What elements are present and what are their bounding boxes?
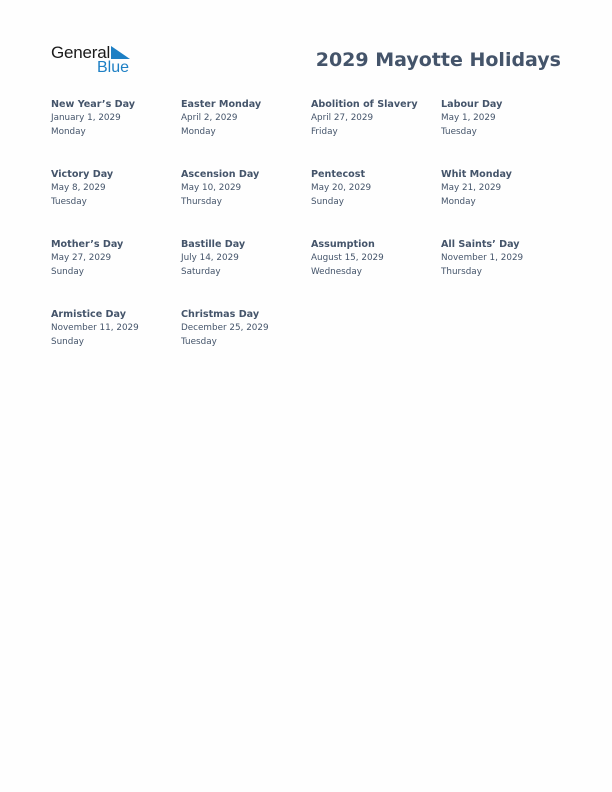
holiday-name: Whit Monday — [441, 169, 512, 180]
holiday-weekday: Tuesday — [181, 336, 217, 347]
holiday-item — [181, 98, 309, 139]
holiday-item — [181, 168, 309, 209]
holiday-name: Armistice Day — [51, 309, 126, 320]
holiday-weekday: Sunday — [51, 336, 84, 347]
holiday-item — [51, 238, 179, 279]
holiday-date: July 14, 2029 — [181, 253, 239, 263]
holiday-date: April 2, 2029 — [181, 113, 238, 123]
brand-triangle-icon — [111, 46, 130, 60]
holiday-name: Pentecost — [311, 169, 366, 180]
holiday-weekday: Monday — [181, 126, 216, 137]
holiday-date: May 10, 2029 — [181, 183, 242, 193]
holiday-weekday: Friday — [311, 126, 338, 137]
holiday-date: December 25, 2029 — [181, 323, 269, 333]
holiday-weekday: Sunday — [311, 196, 344, 207]
holiday-weekday: Sunday — [51, 266, 84, 277]
holiday-date: May 1, 2029 — [441, 113, 496, 123]
holiday-weekday: Thursday — [181, 196, 222, 207]
holiday-name: Assumption — [311, 239, 375, 250]
holiday-name: Easter Monday — [181, 99, 262, 110]
holiday-item — [311, 168, 439, 209]
holiday-name: New Year’s Day — [51, 99, 136, 110]
holiday-item — [441, 238, 569, 279]
holiday-date: August 15, 2029 — [311, 253, 384, 263]
holiday-name: Bastille Day — [181, 239, 246, 250]
holiday-item — [311, 238, 439, 279]
holiday-weekday: Monday — [51, 126, 86, 137]
brand-logo-text-blue: Blue — [97, 59, 130, 76]
holiday-name: Ascension Day — [181, 169, 260, 180]
brand-logo-text-general: General — [51, 43, 111, 62]
holiday-item — [51, 308, 179, 349]
holiday-name: All Saints’ Day — [441, 239, 520, 250]
brand-logo — [51, 44, 133, 78]
holiday-name: Christmas Day — [181, 309, 260, 320]
holiday-weekday: Saturday — [181, 266, 221, 277]
holiday-name: Mother’s Day — [51, 239, 124, 250]
holiday-item — [181, 308, 309, 349]
holiday-name: Victory Day — [51, 169, 114, 180]
holiday-weekday: Thursday — [441, 266, 482, 277]
holiday-item — [441, 168, 569, 209]
holiday-name: Labour Day — [441, 99, 503, 110]
holiday-date: April 27, 2029 — [311, 113, 374, 123]
holiday-item — [441, 98, 569, 139]
holiday-item — [181, 238, 309, 279]
holiday-date: May 20, 2029 — [311, 183, 372, 193]
holiday-weekday: Tuesday — [441, 126, 477, 137]
holiday-item — [51, 168, 179, 209]
holiday-date: January 1, 2029 — [51, 113, 121, 123]
holiday-name: Abolition of Slavery — [311, 99, 418, 110]
holiday-date: May 27, 2029 — [51, 253, 112, 263]
holiday-date: May 8, 2029 — [51, 183, 106, 193]
holiday-date: November 1, 2029 — [441, 253, 524, 263]
holiday-date: May 21, 2029 — [441, 183, 502, 193]
holiday-weekday: Tuesday — [51, 196, 87, 207]
holiday-weekday: Monday — [441, 196, 476, 207]
holiday-weekday: Wednesday — [311, 266, 362, 277]
page-title: 2029 Mayotte Holidays — [315, 49, 561, 71]
holiday-item — [51, 98, 179, 139]
holiday-date: November 11, 2029 — [51, 323, 139, 333]
holiday-item — [311, 98, 439, 139]
